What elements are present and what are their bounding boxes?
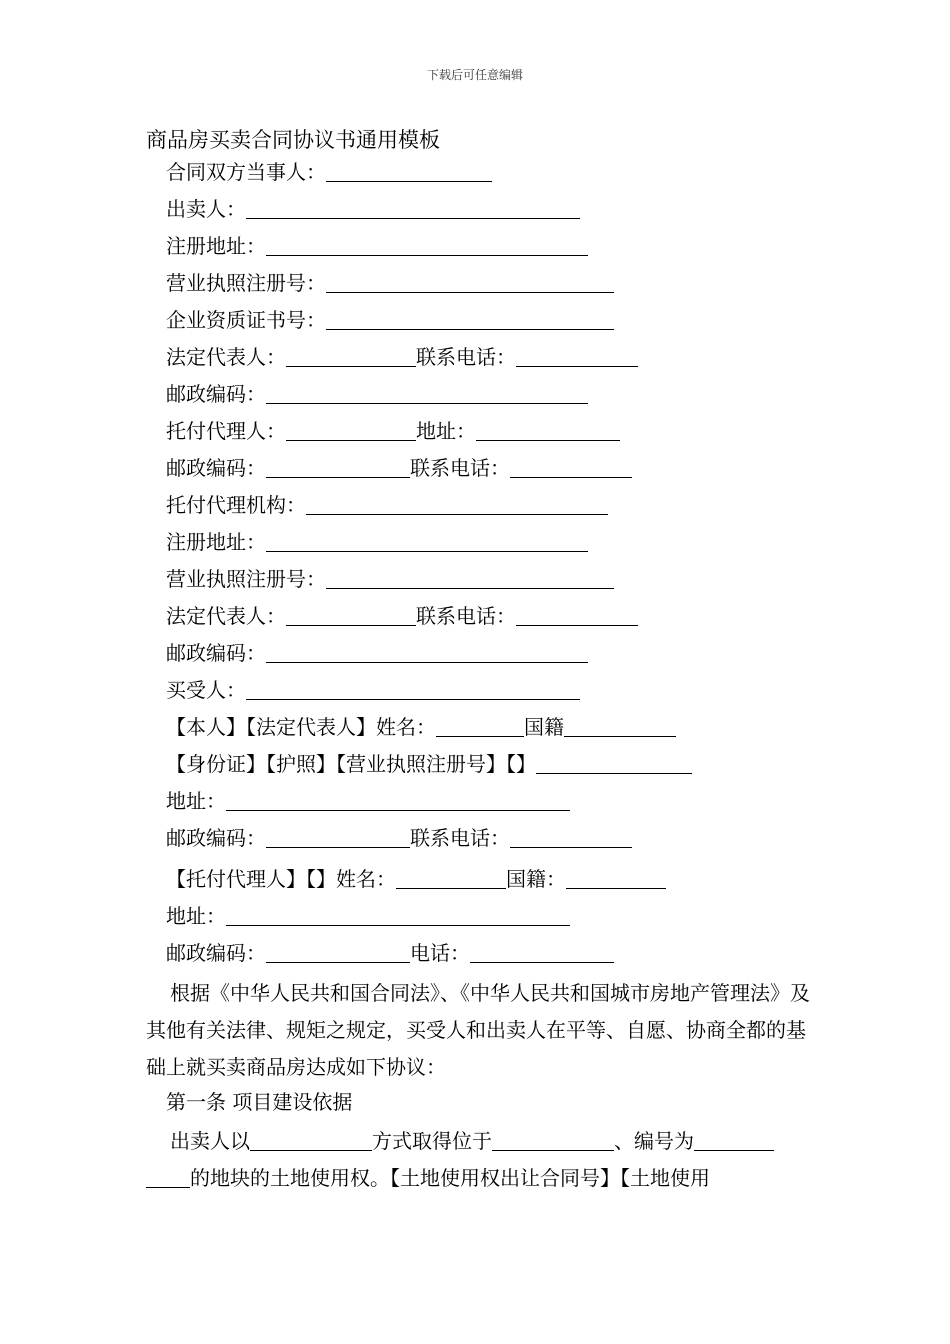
field-label: 地址：	[416, 419, 476, 443]
fill-blank	[566, 868, 666, 889]
fill-blank	[266, 942, 410, 963]
field-label: 地址：	[166, 789, 226, 813]
fill-blank	[306, 494, 608, 515]
fill-blank	[266, 235, 588, 256]
field-label: 合同双方当事人：	[166, 160, 326, 184]
form-line-buyer-agent-address	[166, 901, 570, 931]
fill-blank	[286, 346, 416, 367]
article-text: 、编号为	[614, 1129, 694, 1153]
fill-blank	[516, 605, 638, 626]
field-label: 托付代理人：	[166, 419, 286, 443]
field-label: 注册地址：	[166, 234, 266, 258]
field-label: 【身份证】【护照】【营业执照注册号】【】	[166, 752, 536, 776]
form-line-legal-rep	[166, 342, 638, 372]
article-1-paragraph	[146, 1123, 810, 1197]
preamble-paragraph: 根据《中华人民共和国合同法》、《中华人民共和国城市房地产管理法》及其他有关法律、规矩之规定，买受人和出卖人在平等、自愿、协商全都的基础上就买卖商品房达成如下协议：	[146, 981, 810, 1079]
page-header: 下载后可任意编辑	[426, 68, 523, 82]
article-text: 方式取得位于	[372, 1129, 492, 1153]
field-label: 法定代表人：	[166, 345, 286, 369]
article-text: 出卖人以	[170, 1129, 250, 1153]
fill-blank	[246, 679, 580, 700]
field-label: 地址：	[166, 904, 226, 928]
form-line-agency-license	[166, 564, 614, 594]
document-title: 商品房买卖合同协议书通用模板	[146, 128, 440, 152]
form-line-buyer-name	[166, 712, 676, 742]
fill-blank	[326, 272, 614, 293]
form-line-agency-postcode	[166, 638, 588, 668]
field-label: 国籍：	[506, 867, 566, 891]
field-label: 托付代理机构：	[166, 493, 306, 517]
fill-blank	[266, 642, 588, 663]
fill-blank	[564, 716, 676, 737]
fill-blank	[510, 457, 632, 478]
fill-blank	[396, 868, 506, 889]
fill-blank	[250, 1130, 372, 1151]
field-label: 邮政编码：	[166, 456, 266, 480]
article-text: 的地块的土地使用权。【土地使用权出让合同号】【土地使用	[190, 1166, 710, 1190]
form-line-registered-address	[166, 231, 588, 261]
fill-blank	[266, 383, 588, 404]
field-label: 企业资质证书号：	[166, 308, 326, 332]
fill-blank	[246, 198, 580, 219]
fill-blank	[476, 420, 620, 441]
field-label: 邮政编码：	[166, 941, 266, 965]
field-label: 电话：	[410, 941, 470, 965]
fill-blank	[470, 942, 614, 963]
fill-blank	[492, 1130, 614, 1151]
field-label: 买受人：	[166, 678, 246, 702]
fill-blank	[226, 905, 570, 926]
fill-blank	[510, 827, 632, 848]
article-1-title: 第一条 项目建设依据	[166, 1090, 353, 1114]
field-label: 联系电话：	[416, 345, 516, 369]
form-line-parties	[166, 157, 492, 187]
fill-blank	[326, 161, 492, 182]
form-line-agency-address	[166, 527, 588, 557]
field-label: 注册地址：	[166, 530, 266, 554]
form-line-agency-legal-rep	[166, 601, 638, 631]
fill-blank	[516, 346, 638, 367]
fill-blank	[146, 1167, 190, 1188]
field-label: 营业执照注册号：	[166, 271, 326, 295]
field-label: 国籍	[524, 715, 564, 739]
form-line-buyer-postcode	[166, 823, 632, 853]
field-label: 【本人】【法定代表人】姓名：	[166, 715, 436, 739]
fill-blank	[436, 716, 524, 737]
form-line-buyer-id	[166, 749, 692, 779]
fill-blank	[286, 605, 416, 626]
fill-blank	[226, 790, 570, 811]
form-line-agency	[166, 490, 608, 520]
form-line-buyer-address	[166, 786, 570, 816]
form-line-license-no	[166, 268, 614, 298]
fill-blank	[286, 420, 416, 441]
field-label: 法定代表人：	[166, 604, 286, 628]
form-line-qualification-no	[166, 305, 614, 335]
form-line-agent	[166, 416, 620, 446]
fill-blank	[266, 531, 588, 552]
fill-blank	[266, 457, 410, 478]
form-line-buyer-agent-postcode	[166, 938, 614, 968]
field-label: 邮政编码：	[166, 641, 266, 665]
field-label: 出卖人：	[166, 197, 246, 221]
form-line-buyer-agent	[166, 864, 666, 894]
fill-blank	[326, 568, 614, 589]
form-line-agent-postcode	[166, 453, 632, 483]
fill-blank	[536, 753, 692, 774]
fill-blank	[266, 827, 410, 848]
form-line-seller	[166, 194, 580, 224]
field-label: 邮政编码：	[166, 826, 266, 850]
field-label: 联系电话：	[410, 826, 510, 850]
form-line-buyer	[166, 675, 580, 705]
field-label: 【托付代理人】【】姓名：	[166, 867, 396, 891]
fill-blank	[326, 309, 614, 330]
field-label: 营业执照注册号：	[166, 567, 326, 591]
field-label: 联系电话：	[410, 456, 510, 480]
field-label: 邮政编码：	[166, 382, 266, 406]
form-line-postcode	[166, 379, 588, 409]
fill-blank	[694, 1130, 774, 1151]
field-label: 联系电话：	[416, 604, 516, 628]
